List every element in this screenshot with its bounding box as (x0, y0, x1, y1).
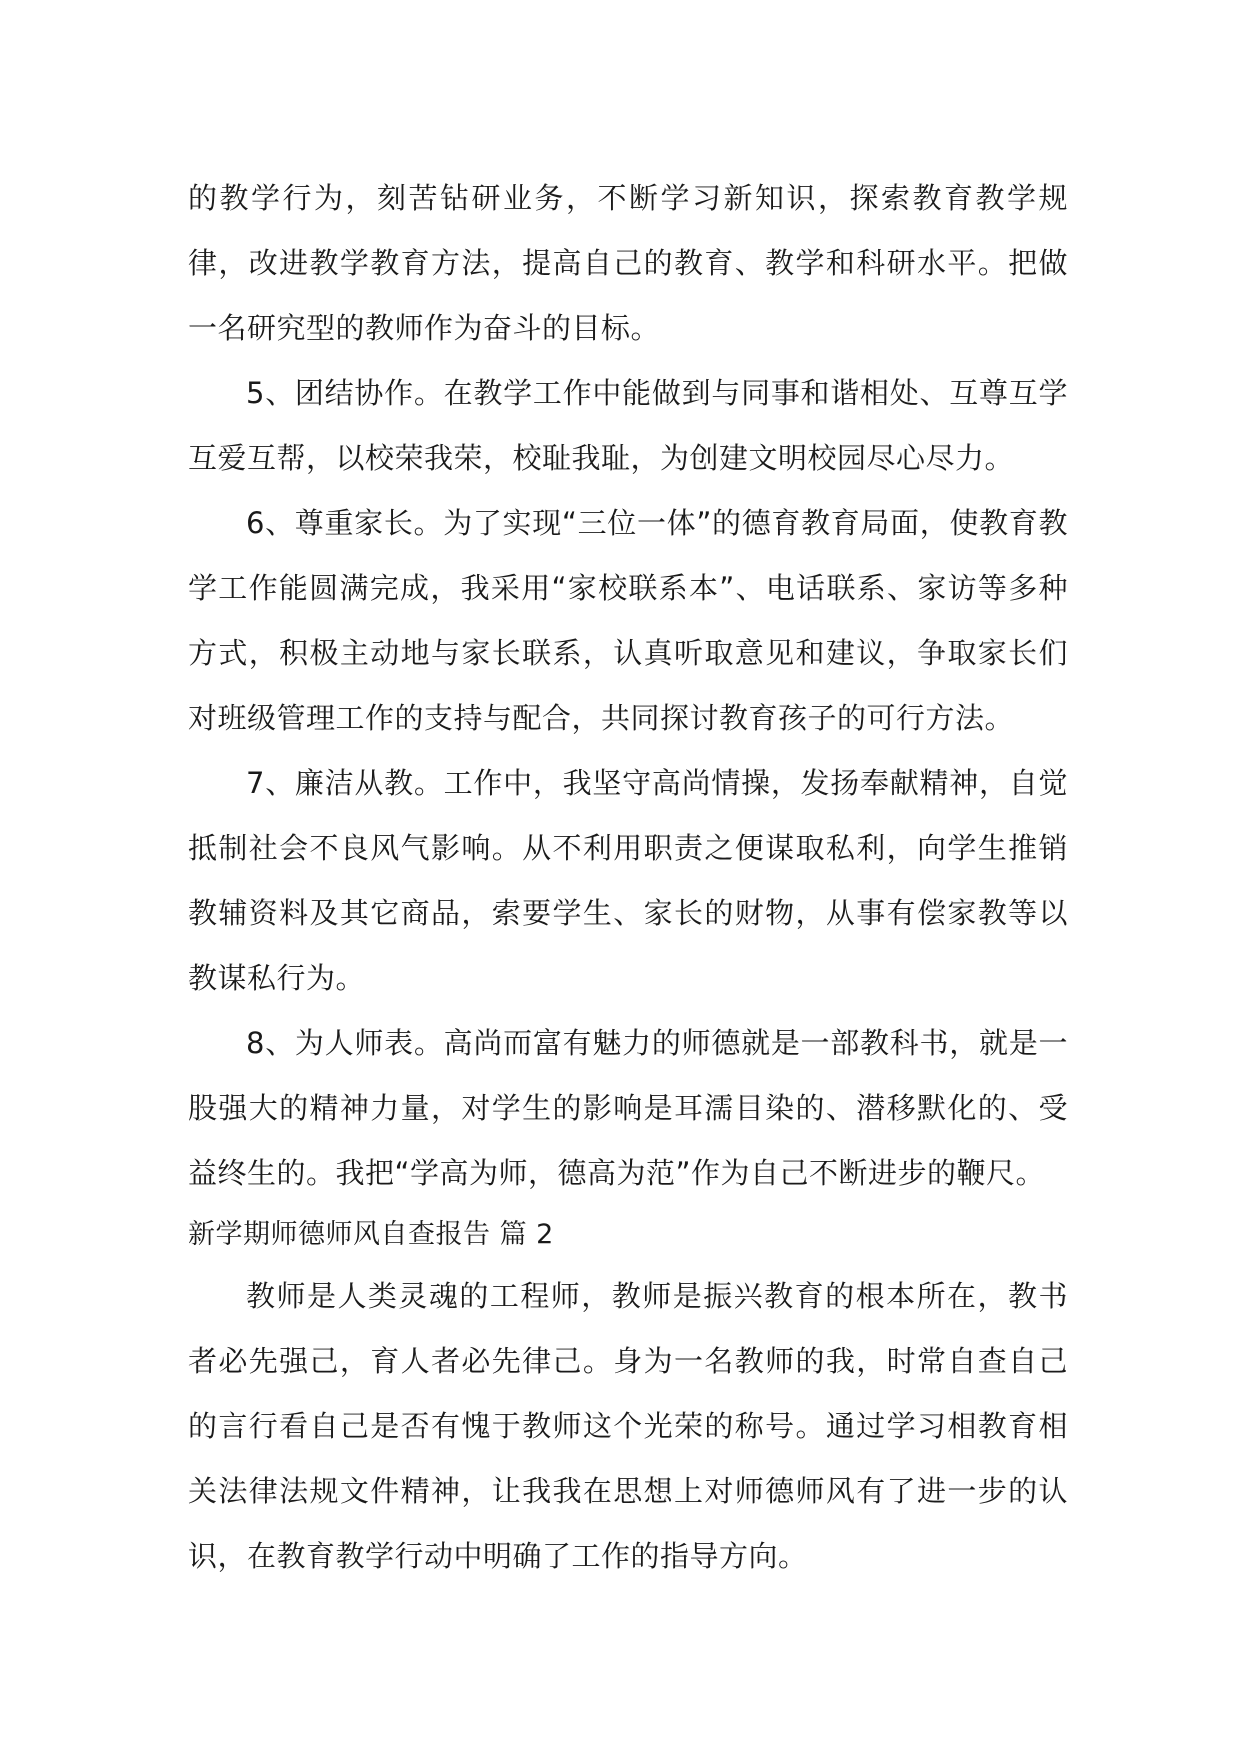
section-heading: 新学期师德师风自查报告 篇 2 (188, 1219, 554, 1250)
paragraph-item-6: 6、尊重家长。为了实现“三位一体”的德育教育局面，使教育教学工作能圆满完成，我采用“家校联系本”、电话联系、家访等多种方式，积极主动地与家长联系，认真听取意见和建议，争取家长们对班级管理工作的支持与配合，共同探讨教育孩子的可行方法。 (188, 506, 1068, 735)
paragraph-item-8: 8、为人师表。高尚而富有魅力的师德就是一部教科书，就是一股强大的精神力量，对学生的影响是耳濡目染的、潜移默化的、受益终生的。我把“学高为师，德高为范”作为自己不断进步的鞭尺。 (188, 1026, 1068, 1190)
paragraph-continuation: 的教学行为，刻苦钻研业务，不断学习新知识，探索教育教学规律，改进教学教育方法，提高自己的教育、教学和科研水平。把做一名研究型的教师作为奋斗的目标。 (188, 181, 1068, 345)
paragraph-item-7: 7、廉洁从教。工作中，我坚守高尚情操，发扬奉献精神，自觉抵制社会不良风气影响。从不利用职责之便谋取私利，向学生推销教辅资料及其它商品，索要学生、家长的财物，从事有偿家教等以教谋私行为。 (188, 766, 1068, 995)
paragraph-item-5: 5、团结协作。在教学工作中能做到与同事和谐相处、互尊互学互爱互帮，以校荣我荣，校耻我耻，为创建文明校园尽心尽力。 (188, 376, 1068, 475)
section-paragraph: 教师是人类灵魂的工程师，教师是振兴教育的根本所在，教书者必先强己，育人者必先律己。身为一名教师的我，时常自查自己的言行看自己是否有愧于教师这个光荣的称号。通过学习相教育相关法律法规文件精神，让我我在思想上对师德师风有了进一步的认识，在教育教学行动中明确了工作的指导方向。 (188, 1279, 1068, 1573)
document-body (188, 166, 1068, 1589)
